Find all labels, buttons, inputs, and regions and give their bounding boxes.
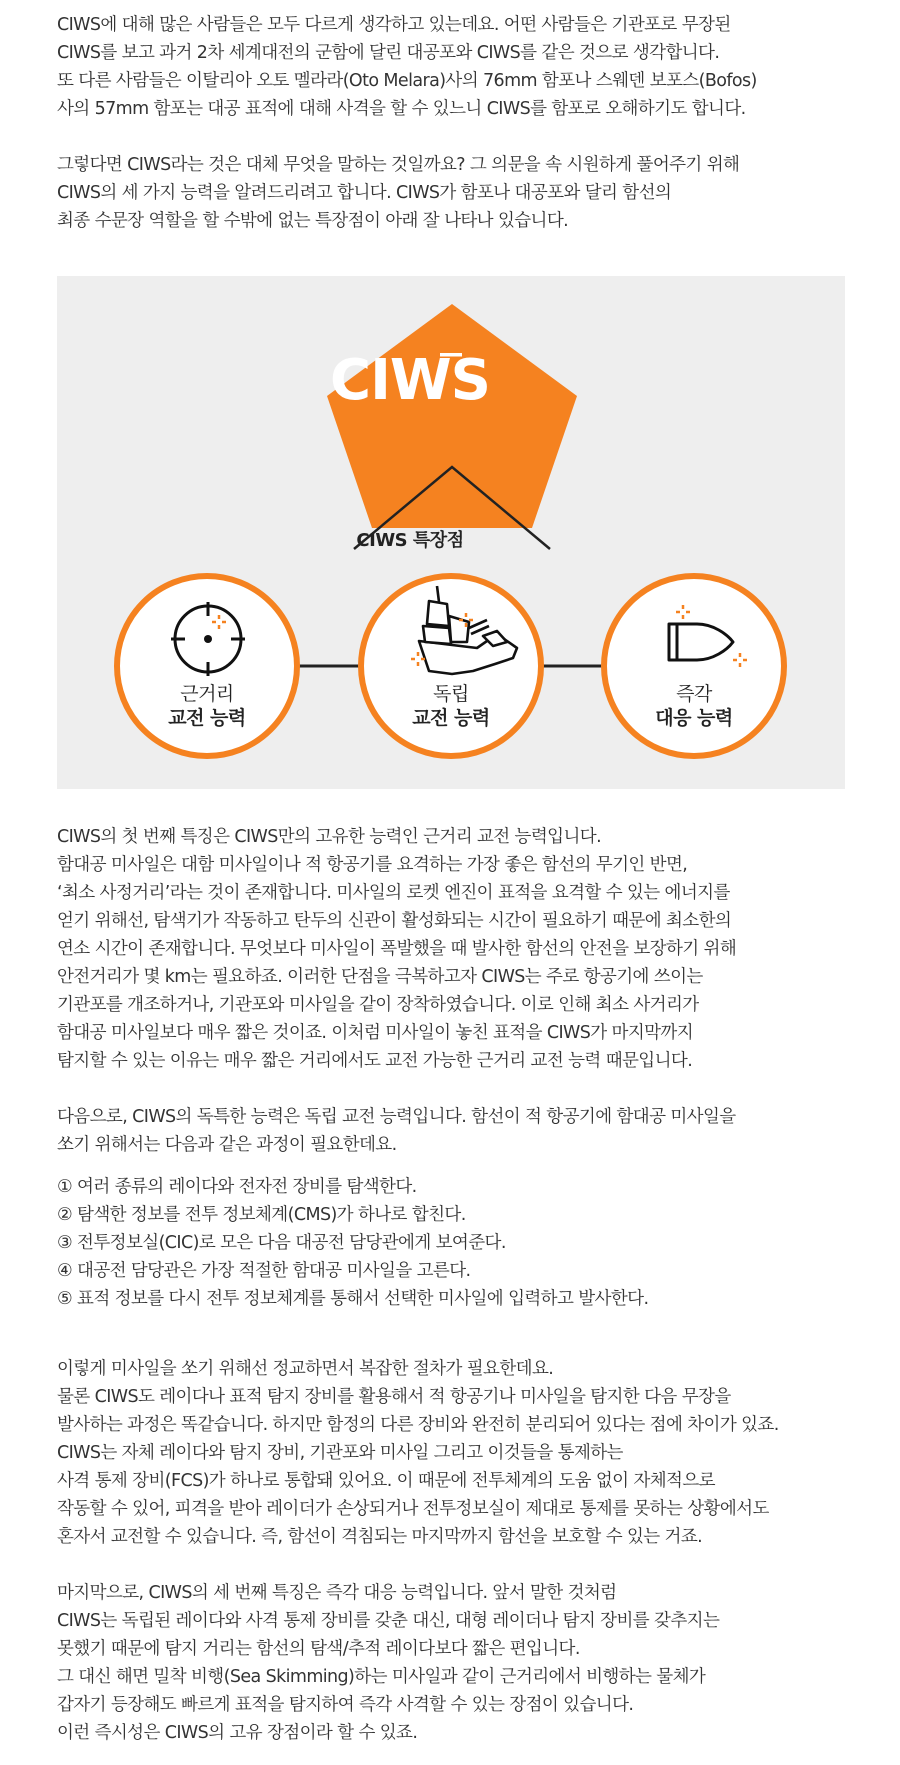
text-line: 함대공 미사일보다 매우 짧은 것이죠. 이처럼 미사일이 놓친 표적을 CIWS가 마지막까지 (57, 1023, 694, 1043)
text-line: 혼자서 교전할 수 있습니다. 즉, 함선이 격침되는 마지막까지 함선을 보호할 수 있는 거죠. (57, 1527, 703, 1547)
text-line: 못했기 때문에 탐지 거리는 함선의 탐색/추적 레이다보다 짧은 편입니다. (57, 1639, 580, 1659)
text-line: 그 대신 해면 밀착 비행(Sea Skimming)하는 미사일과 같이 근거리에서 비행하는 물체가 (57, 1667, 706, 1687)
text-line: 작동할 수 있어, 피격을 받아 레이더가 손상되거나 전투정보실이 제대로 통제를 못하는 상황에서도 (57, 1499, 769, 1519)
feature-2-line2: 교전 능력 (412, 707, 490, 729)
text-line: 이런 즉시성은 CIWS의 고유 장점이라 할 수 있죠. (57, 1723, 418, 1743)
text-line: CIWS에 대해 많은 사람들은 모두 다르게 생각하고 있는데요. 어떤 사람들은 기관포로 무장된 (57, 15, 731, 35)
body-paragraph-independent (57, 1103, 857, 1159)
body-paragraph-close-range (57, 823, 857, 1075)
text-line: CIWS는 독립된 레이다와 사격 통제 장비를 갖춘 대신, 대형 레이더나 탐지 장비를 갖추지는 (57, 1611, 720, 1631)
text-line: 또 다른 사람들은 이탈리아 오토 멜라라(Oto Melara)사의 76mm 함포나 스웨덴 보포스(Bofos) (57, 71, 757, 91)
text-line: CIWS를 보고 과거 2차 세계대전의 군함에 달린 대공포와 CIWS를 같은 것으로 생각합니다. (57, 43, 720, 63)
text-line: 쏘기 위해서는 다음과 같은 과정이 필요한데요. (57, 1135, 397, 1155)
text-line: 사격 통제 장비(FCS)가 하나로 통합돼 있어요. 이 때문에 전투체계의 도움 없이 자체적으로 (57, 1471, 715, 1491)
text-line: CIWS는 자체 레이다와 탐지 장비, 기관포와 미사일 그리고 이것들을 통제하는 (57, 1443, 623, 1463)
text-line: 그렇다면 CIWS라는 것은 대체 무엇을 말하는 것일까요? 그 의문을 속 시원하게 풀어주기 위해 (57, 155, 740, 175)
text-line: 안전거리가 몇 km는 필요하죠. 이러한 단점을 극복하고자 CIWS는 주로 항공기에 쓰이는 (57, 967, 703, 987)
text-line: 이렇게 미사일을 쏘기 위해선 정교하면서 복잡한 절차가 필요한데요. (57, 1359, 554, 1379)
text-line: CIWS의 세 가지 능력을 알려드리려고 합니다. CIWS가 함포나 대공포와 달리 함선의 (57, 183, 672, 203)
body-paragraph-immediate (57, 1579, 857, 1747)
feature-label-2 (371, 682, 531, 730)
text-line: ① 여러 종류의 레이다와 전자전 장비를 탐색한다. (57, 1177, 417, 1197)
text-line: 최종 수문장 역할을 할 수밖에 없는 특장점이 아래 잘 나타나 있습니다. (57, 211, 569, 231)
intro-paragraph-2 (57, 151, 857, 235)
feature-2-line1: 독립 (433, 683, 469, 705)
feature-3-line1: 즉각 (676, 683, 712, 705)
infographic-subtitle: CIWS 특장점 (356, 530, 464, 551)
body-paragraph-procedure (57, 1355, 857, 1551)
ciws-infographic (57, 276, 845, 789)
text-line: ④ 대공전 담당관은 가장 적절한 함대공 미사일을 고른다. (57, 1261, 471, 1281)
text-line: 연소 시간이 존재합니다. 무엇보다 미사일이 폭발했을 때 발사한 함선의 안전을 보장하기 위해 (57, 939, 737, 959)
feature-label-3 (614, 682, 774, 730)
text-line: 갑자기 등장해도 빠르게 표적을 탐지하여 즉각 사격할 수 있는 장점이 있습니다. (57, 1695, 634, 1715)
text-line: 마지막으로, CIWS의 세 번째 특징은 즉각 대응 능력입니다. 앞서 말한 것처럼 (57, 1583, 617, 1603)
text-line: ⑤ 표적 정보를 다시 전투 정보체계를 통해서 선택한 미사일에 입력하고 발사한다. (57, 1289, 649, 1309)
text-line: 함대공 미사일은 대함 미사일이나 적 항공기를 요격하는 가장 좋은 함선의 무기인 반면, (57, 855, 688, 875)
text-line: 물론 CIWS도 레이다나 표적 탐지 장비를 활용해서 적 항공기나 미사일을 탐지한 다음 무장을 (57, 1387, 731, 1407)
body-steps-list (57, 1173, 857, 1313)
text-line: ② 탐색한 정보를 전투 정보체계(CMS)가 하나로 합친다. (57, 1205, 466, 1225)
text-line: 발사하는 과정은 똑같습니다. 하지만 함정의 다른 장비와 완전히 분리되어 있다는 점에 차이가 있죠. (57, 1415, 779, 1435)
text-line: 기관포를 개조하거나, 기관포와 미사일을 같이 장착하였습니다. 이로 인해 최소 사거리가 (57, 995, 699, 1015)
text-line: 얻기 위해선, 탐색기가 작동하고 탄두의 신관이 활성화되는 시간이 필요하기 때문에 최소한의 (57, 911, 732, 931)
intro-paragraph-1 (57, 11, 857, 123)
infographic-title: CIWS (329, 348, 491, 413)
feature-1-line1: 근거리 (180, 683, 234, 705)
text-line: 다음으로, CIWS의 독특한 능력은 독립 교전 능력입니다. 함선이 적 항공기에 함대공 미사일을 (57, 1107, 736, 1127)
text-line: 탐지할 수 있는 이유는 매우 짧은 거리에서도 교전 가능한 근거리 교전 능력 때문입니다. (57, 1051, 693, 1071)
feature-label-1 (127, 682, 287, 730)
text-line: 사의 57mm 함포는 대공 표적에 대해 사격을 할 수 있느니 CIWS를 함포로 오해하기도 합니다. (57, 99, 746, 119)
pentagon-badge (327, 304, 577, 528)
text-line: CIWS의 첫 번째 특징은 CIWS만의 고유한 능력인 근거리 교전 능력입니다. (57, 827, 602, 847)
text-line: ③ 전투정보실(CIC)로 모은 다음 대공전 담당관에게 보여준다. (57, 1233, 506, 1253)
feature-1-line2: 교전 능력 (168, 707, 246, 729)
text-line: ‘최소 사정거리’라는 것이 존재합니다. 미사일의 로켓 엔진이 표적을 요격할 수 있는 에너지를 (57, 883, 730, 903)
feature-3-line2: 대응 능력 (655, 707, 733, 729)
